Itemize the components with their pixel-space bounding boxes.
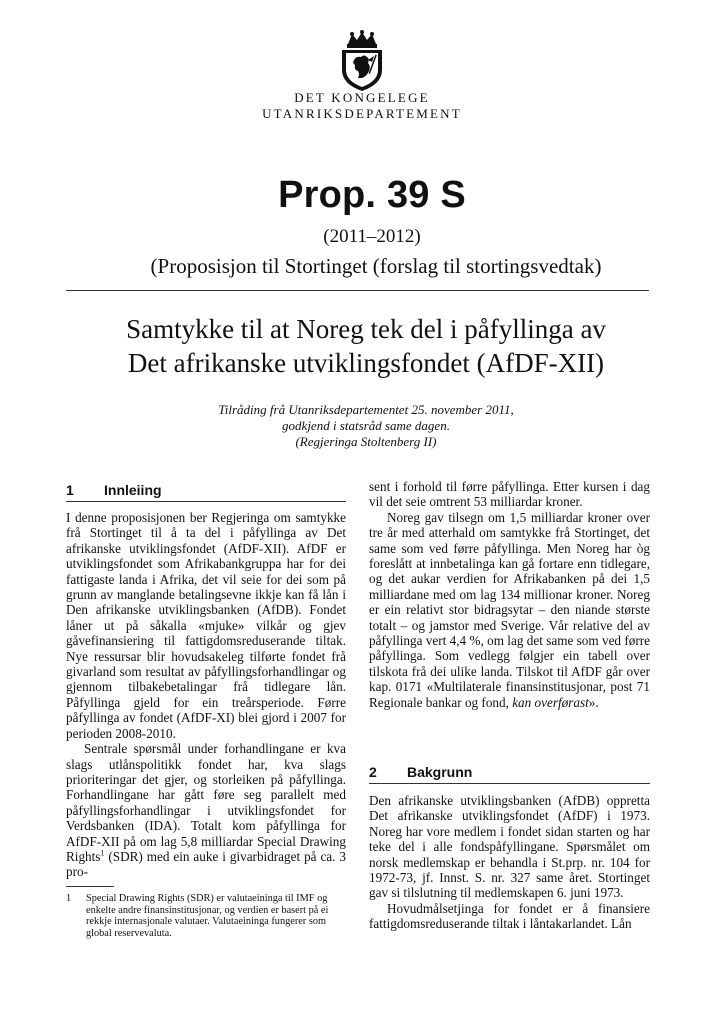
proposition-subtitle: (Proposisjon til Stortinget (forslag til stortingsvedtak) [150, 254, 602, 278]
section-2-title: Bakgrunn [407, 764, 473, 780]
recommendation-line-3: (Regjeringa Stoltenberg II) [295, 434, 437, 449]
proposition-number: Prop. 39 S [278, 174, 466, 216]
footnote-divider [66, 886, 114, 887]
footnote-text: Special Drawing Rights (SDR) er valutaeininga til IMF og enkelte andre finansinstitusjonar, og verdien er basert på ei rekkje internasjonale valutaer. Valutaeininga fungerer som global reservevaluta. [86, 893, 329, 939]
section-2-heading [369, 764, 650, 784]
section-1-heading [66, 482, 346, 502]
section-2-paragraph-2: Hovudmålsetjinga for fondet er å finansiere fattigdomsreduserande tiltak i låntakarlandet. Lån [369, 900, 650, 932]
recommendation-line-2: godkjend i statsråd same dagen. [282, 418, 450, 433]
session-years: (2011–2012) [323, 226, 421, 247]
section-2-body [369, 793, 650, 932]
section-2-number: 2 [369, 764, 377, 780]
recommendation-block [66, 402, 646, 450]
section-1-number: 1 [66, 482, 74, 498]
section-1-title: Innleiing [104, 482, 162, 498]
footnote [66, 893, 348, 939]
title-line-2: Det afrikanske utviklingsfondet (AfDF-XII) [127, 348, 605, 378]
left-column-body [66, 510, 346, 880]
ministry-name-line2: UTANRIKSDEPARTEMENT [262, 106, 462, 121]
title-divider [66, 290, 649, 291]
title-line-1: Samtykke til at Noreg tek del i påfyllinga av [126, 314, 606, 344]
footnote-number: 1 [66, 893, 72, 904]
italic-term: kan overførast [512, 694, 589, 710]
ministry-name-line1: DET KONGELEGE [294, 90, 430, 105]
right-column-body [369, 479, 650, 710]
recommendation-line-1: Tilråding frå Utanriksdepartementet 25. november 2011, [218, 402, 514, 417]
section-2-paragraph-1: Den afrikanske utviklingsbanken (AfDB) oppretta Det afrikanske utviklingsfondet (AfDF) i 1973. Noreg har vore medlem i fondet sidan starten og har teke del i alle fondspåfyllingane. Spørsmålet om norsk medlemskap er behandla i St.prp. nr. 104 for 1972-73, jf. Innst. S. nr. 327 same året. Stortinget gav si tilslutning til medlemskapen 6. juni 1973. [369, 793, 650, 901]
document-title [66, 312, 646, 380]
continuation-paragraph: sent i forhold til førre påfyllinga. Etter kursen i dag vil det seie omtrent 53 milliardar kroner. [369, 479, 650, 510]
norwegian-royal-crest-icon [334, 30, 390, 92]
section-1-paragraph-1: I denne proposisjonen ber Regjeringa om samtykke frå Stortinget til å ta del i påfyllinga av Det afrikanske utviklingsfondet (AfDF-XII). AfDF er utviklingsfondet som Afrikabankgruppa har for dei fattigaste landa i Afrika, det vil seie for dei som på grunn av manglande betalingsevne ikkje kan få lån i Den afrikanske utviklingsbanken (AfDB). Fondet låner ut på såkalla «mjuke» vilkår og gjev gåvefinansiering til fattigdomsreduserande tiltak. Nye ressursar blir hovudsakeleg tilførte fondet frå givarland som resultat av påfyllingsforhandlingar og gjennom tilbakebetalingar frå tidlegare lån. Påfyllinga gjeld for ein treårsperiode. Førre påfyllinga av fondet (AfDF-XI) blei gjord i 2007 for perioden 2008-2010. [66, 510, 346, 741]
norway-contribution-paragraph: Noreg gav tilsegn om 1,5 milliardar kroner over tre år med atterhald om samtykke frå Stortinget, det same som ved førre påfyllinga. Men Noreg har òg foreslått at innbetalinga kan gå fortare enn tidlegare, og det aukar verdien for Afrikabanken på dei 1,5 milliardane med om lag 134 millionar kroner. Noreg er ein relativt stor bidragsytar – den niande største totalt – og jamstor med Sverige. Vår relative del av påfyllinga vert 4,4 %, om lag det same som ved førre påfyllinga. Som vedlegg følgjer ein tabell over tilskota frå dei ulike landa. Tilskot til AfDF går over kap. 0171 «Multilaterale finansinstitusjonar, post 71 Regionale bankar og fond, kan overførast». [369, 509, 650, 710]
footnote-reference: 1 [100, 848, 105, 858]
section-1-paragraph-2: Sentrale spørsmål under forhandlingane er kva slags utlånspolitikk fondet har, kva slags prioriteringar det gjer, og storleiken på påfyllinga. Forhandlingane har gått føre seg parallelt med påfyllingsforhandlingar i utviklingsfondet for Verdsbanken (IDA). Totalt kom påfyllinga for AfDF-XII på om lag 5,8 milliardar Special Drawing Rights$^1$ (SDR) med ein auke i givarbidraget på ca. 3 pro- [66, 741, 346, 880]
